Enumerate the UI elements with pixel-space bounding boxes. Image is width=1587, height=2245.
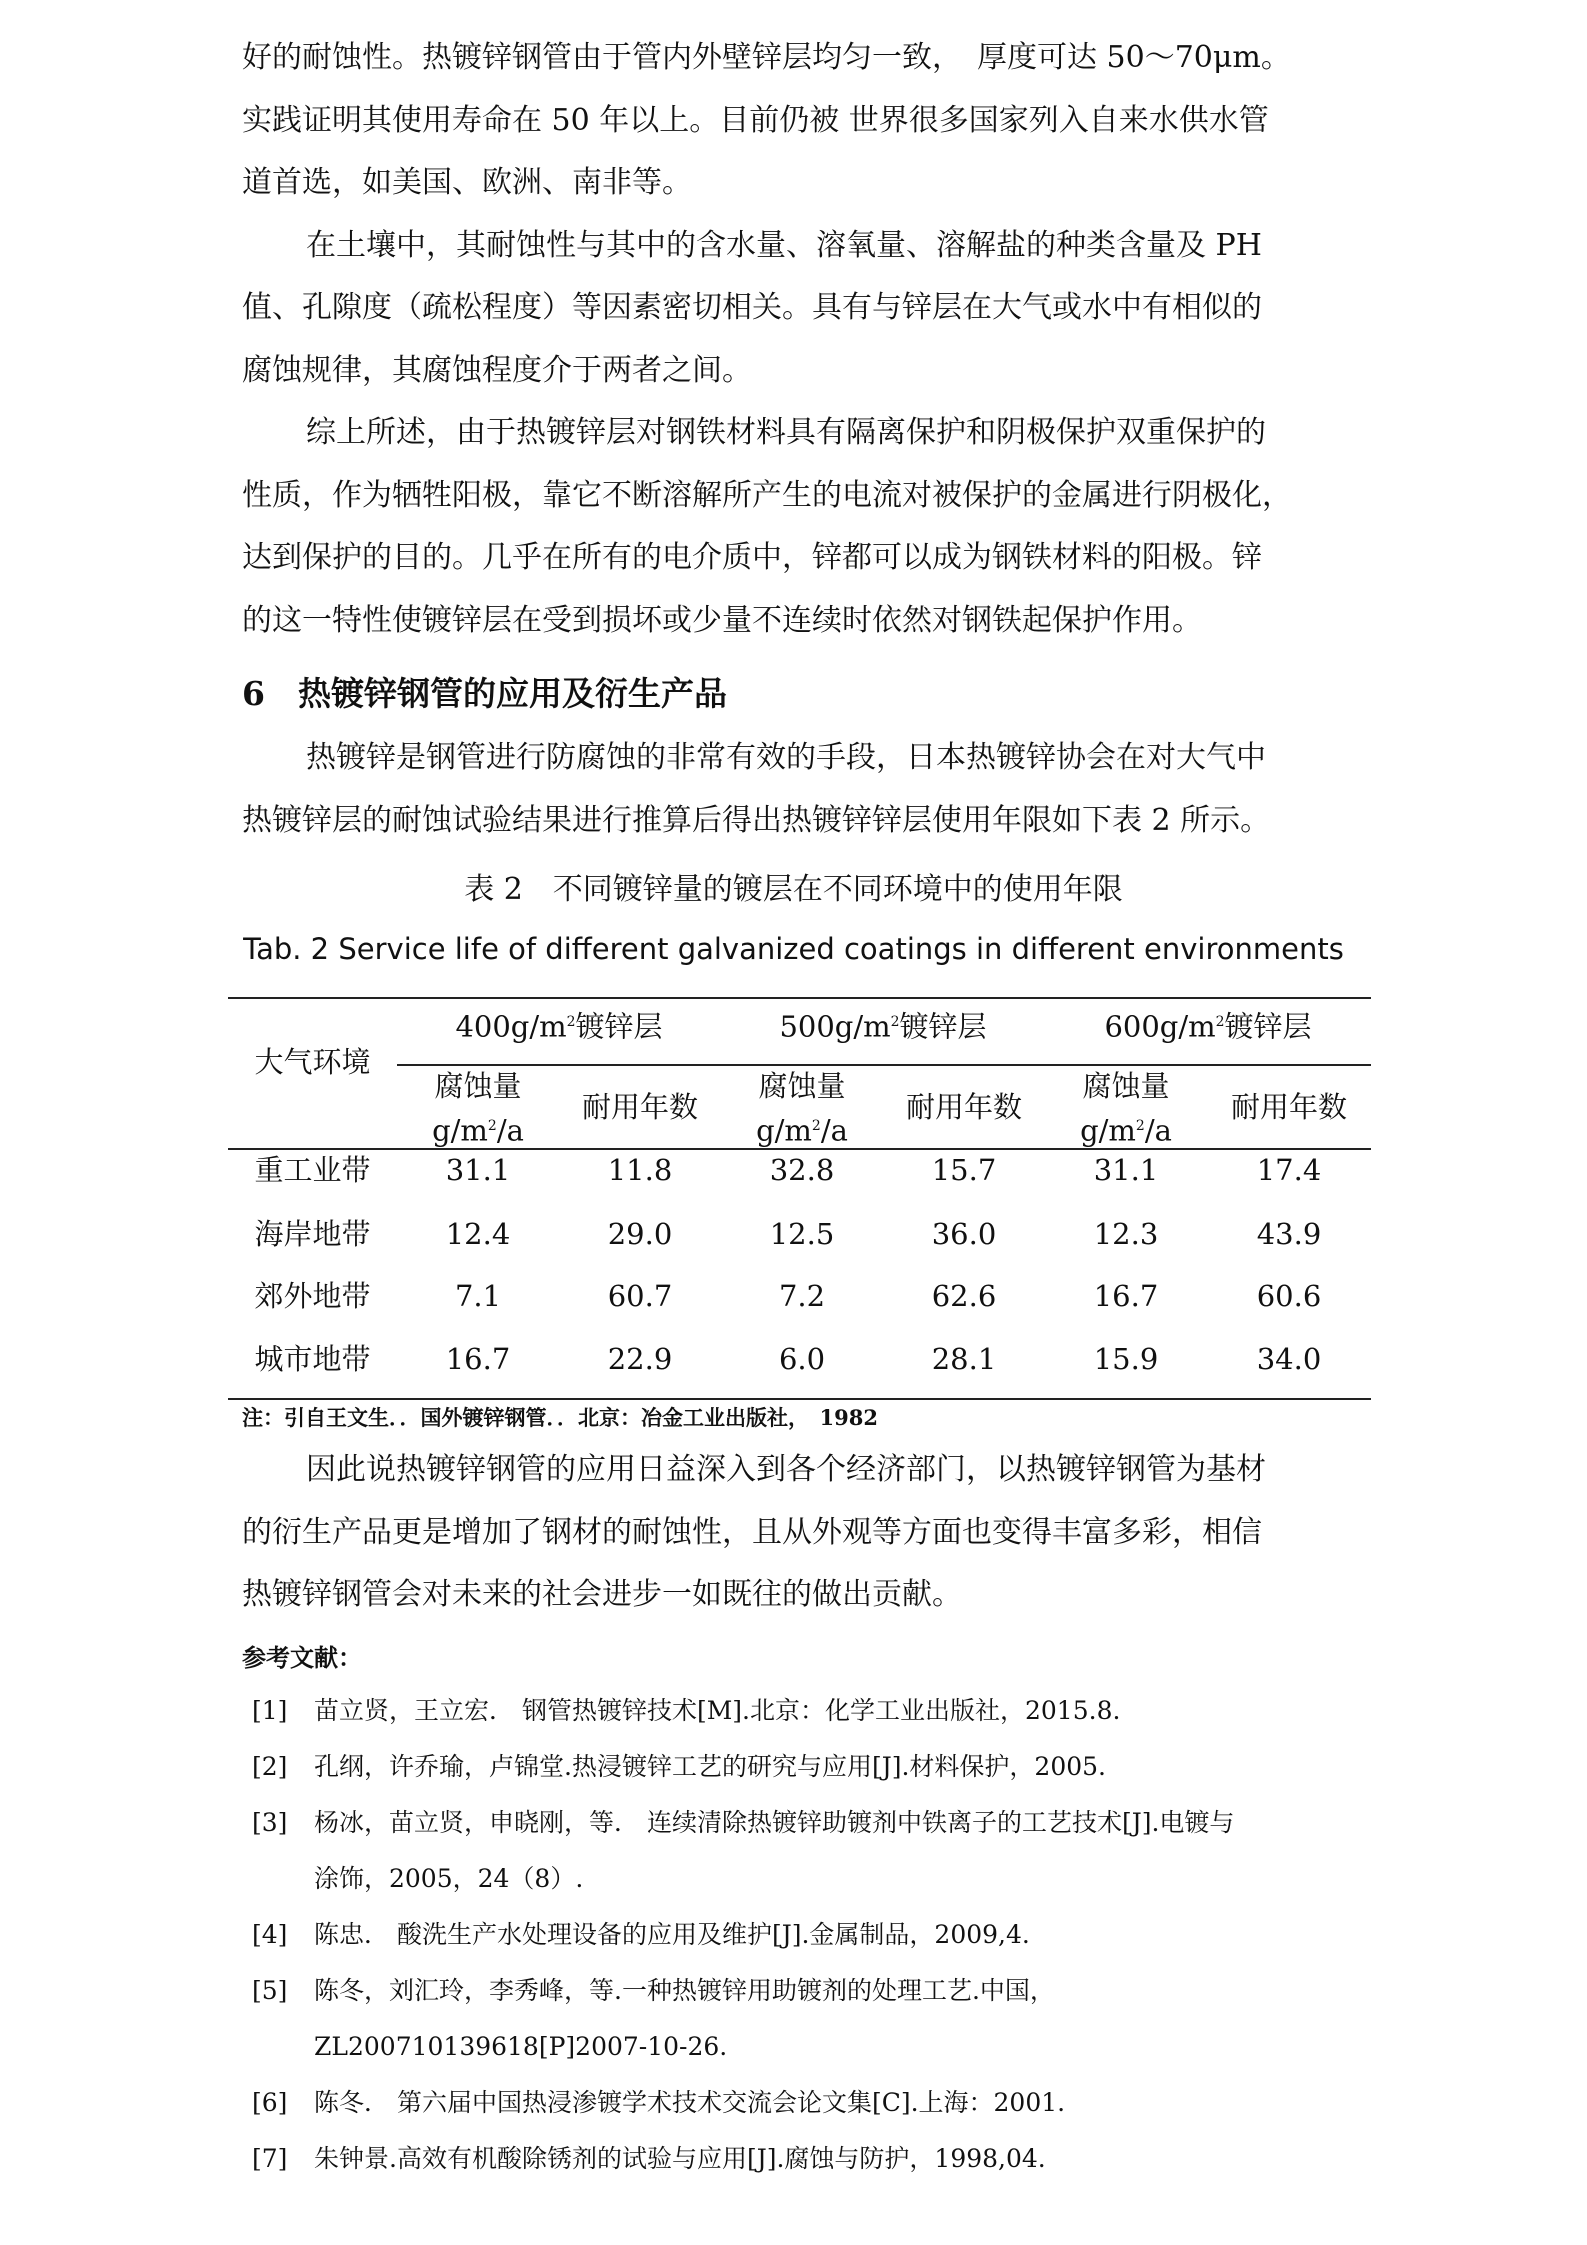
- reference-item: [252, 1974, 1055, 2008]
- corrosion-cell: 31.1: [445, 1153, 511, 1187]
- reference-text: 杨冰，苗立贤，申晓刚，等． 连续清除热镀锌助镀剂中铁离子的工艺技术[J].电镀与: [314, 1808, 1235, 1837]
- corrosion-cell: 12.5: [769, 1217, 835, 1251]
- table-caption-cn: 表 2 不同镀锌量的镀层在不同环境中的使用年限: [464, 872, 1123, 907]
- service-life-cell: 34.0: [1256, 1342, 1322, 1376]
- paragraph-line: 腐蚀规律，其腐蚀程度介于两者之间。: [242, 353, 752, 388]
- sub-header-corrosion: 腐蚀量 $g/m^2/a$: [1080, 1069, 1172, 1148]
- service-life-cell: 43.9: [1256, 1217, 1322, 1251]
- corrosion-cell: 7.1: [454, 1279, 502, 1313]
- paragraph-line: 热镀锌层的耐蚀试验结果进行推算后得出热镀锌锌层使用年限如下表 2 所示。: [242, 803, 1271, 838]
- group-header: $500g/m^2$镀锌层: [779, 1009, 987, 1044]
- service-life-cell: 11.8: [607, 1153, 673, 1187]
- corrosion-cell: 31.1: [1093, 1153, 1159, 1187]
- service-life-cell: 60.6: [1256, 1279, 1322, 1313]
- reference-number: [5]: [252, 1976, 288, 2005]
- reference-text: 孔纲，许乔瑜，卢锦堂.热浸镀锌工艺的研究与应用[J].材料保护，2005.: [314, 1752, 1106, 1781]
- paragraph-line: 好的耐蚀性。热镀锌钢管由于管内外壁锌层均匀一致， 厚度可达 50～70μm。: [242, 40, 1291, 75]
- service-life-cell: 22.9: [607, 1342, 673, 1376]
- group-header: $400g/m^2$镀锌层: [455, 1009, 663, 1044]
- paragraph-line: 的衍生产品更是增加了钢材的耐蚀性，且从外观等方面也变得丰富多彩，相信: [242, 1515, 1262, 1550]
- reference-text: 苗立贤，王立宏． 钢管热镀锌技术[M].北京：化学工业出版社，2015.8.: [314, 1696, 1121, 1725]
- reference-number: [6]: [252, 2088, 288, 2117]
- sub-header-life: 耐用年数: [905, 1090, 1022, 1124]
- reference-number: [7]: [252, 2144, 288, 2173]
- sub-header-life: 耐用年数: [581, 1090, 698, 1124]
- reference-text: 陈冬． 第六届中国热浸渗镀学术技术交流会论文集[C].上海：2001.: [314, 2088, 1066, 2117]
- paragraph-line: 性质，作为牺牲阳极，靠它不断溶解所产生的电流对被保护的金属进行阴极化，: [242, 478, 1292, 513]
- corrosion-cell: 32.8: [769, 1153, 835, 1187]
- paragraph-line: 综上所述，由于热镀锌层对钢铁材料具有隔离保护和阴极保护双重保护的: [306, 415, 1266, 450]
- paragraph-line: 的这一特性使镀锌层在受到损坏或少量不连续时依然对钢铁起保护作用。: [242, 603, 1202, 638]
- reference-item: [252, 1918, 1030, 1952]
- sub-header-life: 耐用年数: [1230, 1090, 1347, 1124]
- reference-number: [4]: [252, 1920, 288, 1949]
- table-note: 注：引自王文生．．国外镀锌钢管．．北京：冶金工业出版社， 1982: [242, 1405, 878, 1430]
- reference-continuation: 涂饰，2005，24（8）.: [314, 1864, 584, 1893]
- sub-header-corrosion: 腐蚀量 $g/m^2/a$: [756, 1069, 848, 1148]
- table-caption-en: Tab. 2 Service life of different galvanized coatings in different environments: [243, 932, 1344, 966]
- reference-item: [252, 2142, 1046, 2176]
- paragraph-line: 热镀锌是钢管进行防腐蚀的非常有效的手段，日本热镀锌协会在对大气中: [306, 740, 1266, 775]
- corrosion-cell: 15.9: [1093, 1342, 1159, 1376]
- paragraph-line: 道首选，如美国、欧洲、南非等。: [242, 165, 692, 200]
- service-life-cell: 60.7: [607, 1279, 673, 1313]
- reference-item: [252, 1806, 1234, 1840]
- paragraph-line: 在土壤中，其耐蚀性与其中的含水量、溶氧量、溶解盐的种类含量及 PH: [306, 228, 1262, 263]
- service-life-cell: 15.7: [931, 1153, 997, 1187]
- service-life-cell: 29.0: [607, 1217, 673, 1251]
- reference-continuation: ZL200710139618[P]2007-10-26.: [314, 2032, 728, 2061]
- environment-cell: 城市地带: [254, 1342, 371, 1376]
- corrosion-cell: 12.4: [445, 1217, 511, 1251]
- environment-cell: 重工业带: [254, 1153, 371, 1187]
- service-life-cell: 17.4: [1256, 1153, 1322, 1187]
- section-heading: 6 热镀锌钢管的应用及衍生产品: [242, 674, 727, 713]
- row-header-label: 大气环境: [254, 1045, 371, 1079]
- service-life-cell: 62.6: [931, 1279, 997, 1313]
- service-life-cell: 36.0: [931, 1217, 997, 1251]
- table-top-rule: [228, 997, 1371, 999]
- environment-cell: 郊外地带: [254, 1279, 371, 1313]
- paragraph-line: 值、孔隙度（疏松程度）等因素密切相关。具有与锌层在大气或水中有相似的: [242, 290, 1262, 325]
- paragraph-line: 达到保护的目的。几乎在所有的电介质中，锌都可以成为钢铁材料的阳极。锌: [242, 540, 1262, 575]
- reference-number: [2]: [252, 1752, 288, 1781]
- paragraph-line: 热镀锌钢管会对未来的社会进步一如既往的做出贡献。: [242, 1577, 962, 1612]
- reference-item: [252, 2086, 1065, 2120]
- corrosion-cell: 12.3: [1093, 1217, 1159, 1251]
- group-header: $600g/m^2$镀锌层: [1104, 1009, 1312, 1044]
- corrosion-cell: 7.2: [778, 1279, 826, 1313]
- reference-text: 陈忠． 酸洗生产水处理设备的应用及维护[J].金属制品，2009,4.: [314, 1920, 1030, 1949]
- reference-item: [252, 1750, 1106, 1784]
- reference-number: [1]: [252, 1696, 288, 1725]
- reference-item: [252, 1694, 1120, 1728]
- paragraph-line: 因此说热镀锌钢管的应用日益深入到各个经济部门，以热镀锌钢管为基材: [306, 1452, 1266, 1487]
- corrosion-cell: 16.7: [1093, 1279, 1159, 1313]
- sub-header-corrosion: 腐蚀量 $g/m^2/a$: [432, 1069, 524, 1148]
- references-title: 参考文献：: [242, 1643, 362, 1672]
- service-life-cell: 28.1: [931, 1342, 997, 1376]
- table-bottom-rule: [228, 1398, 1371, 1400]
- reference-text: 朱钟景.高效有机酸除锈剂的试验与应用[J].腐蚀与防护，1998,04.: [314, 2144, 1046, 2173]
- reference-text: 陈冬，刘汇玲，李秀峰，等.一种热镀锌用助镀剂的处理工艺.中国，: [314, 1976, 1055, 2005]
- reference-number: [3]: [252, 1808, 288, 1837]
- paragraph-line: 实践证明其使用寿命在 50 年以上。目前仍被 世界很多国家列入自来水供水管: [242, 103, 1269, 138]
- environment-cell: 海岸地带: [254, 1217, 371, 1251]
- corrosion-cell: 6.0: [778, 1342, 826, 1376]
- corrosion-cell: 16.7: [445, 1342, 511, 1376]
